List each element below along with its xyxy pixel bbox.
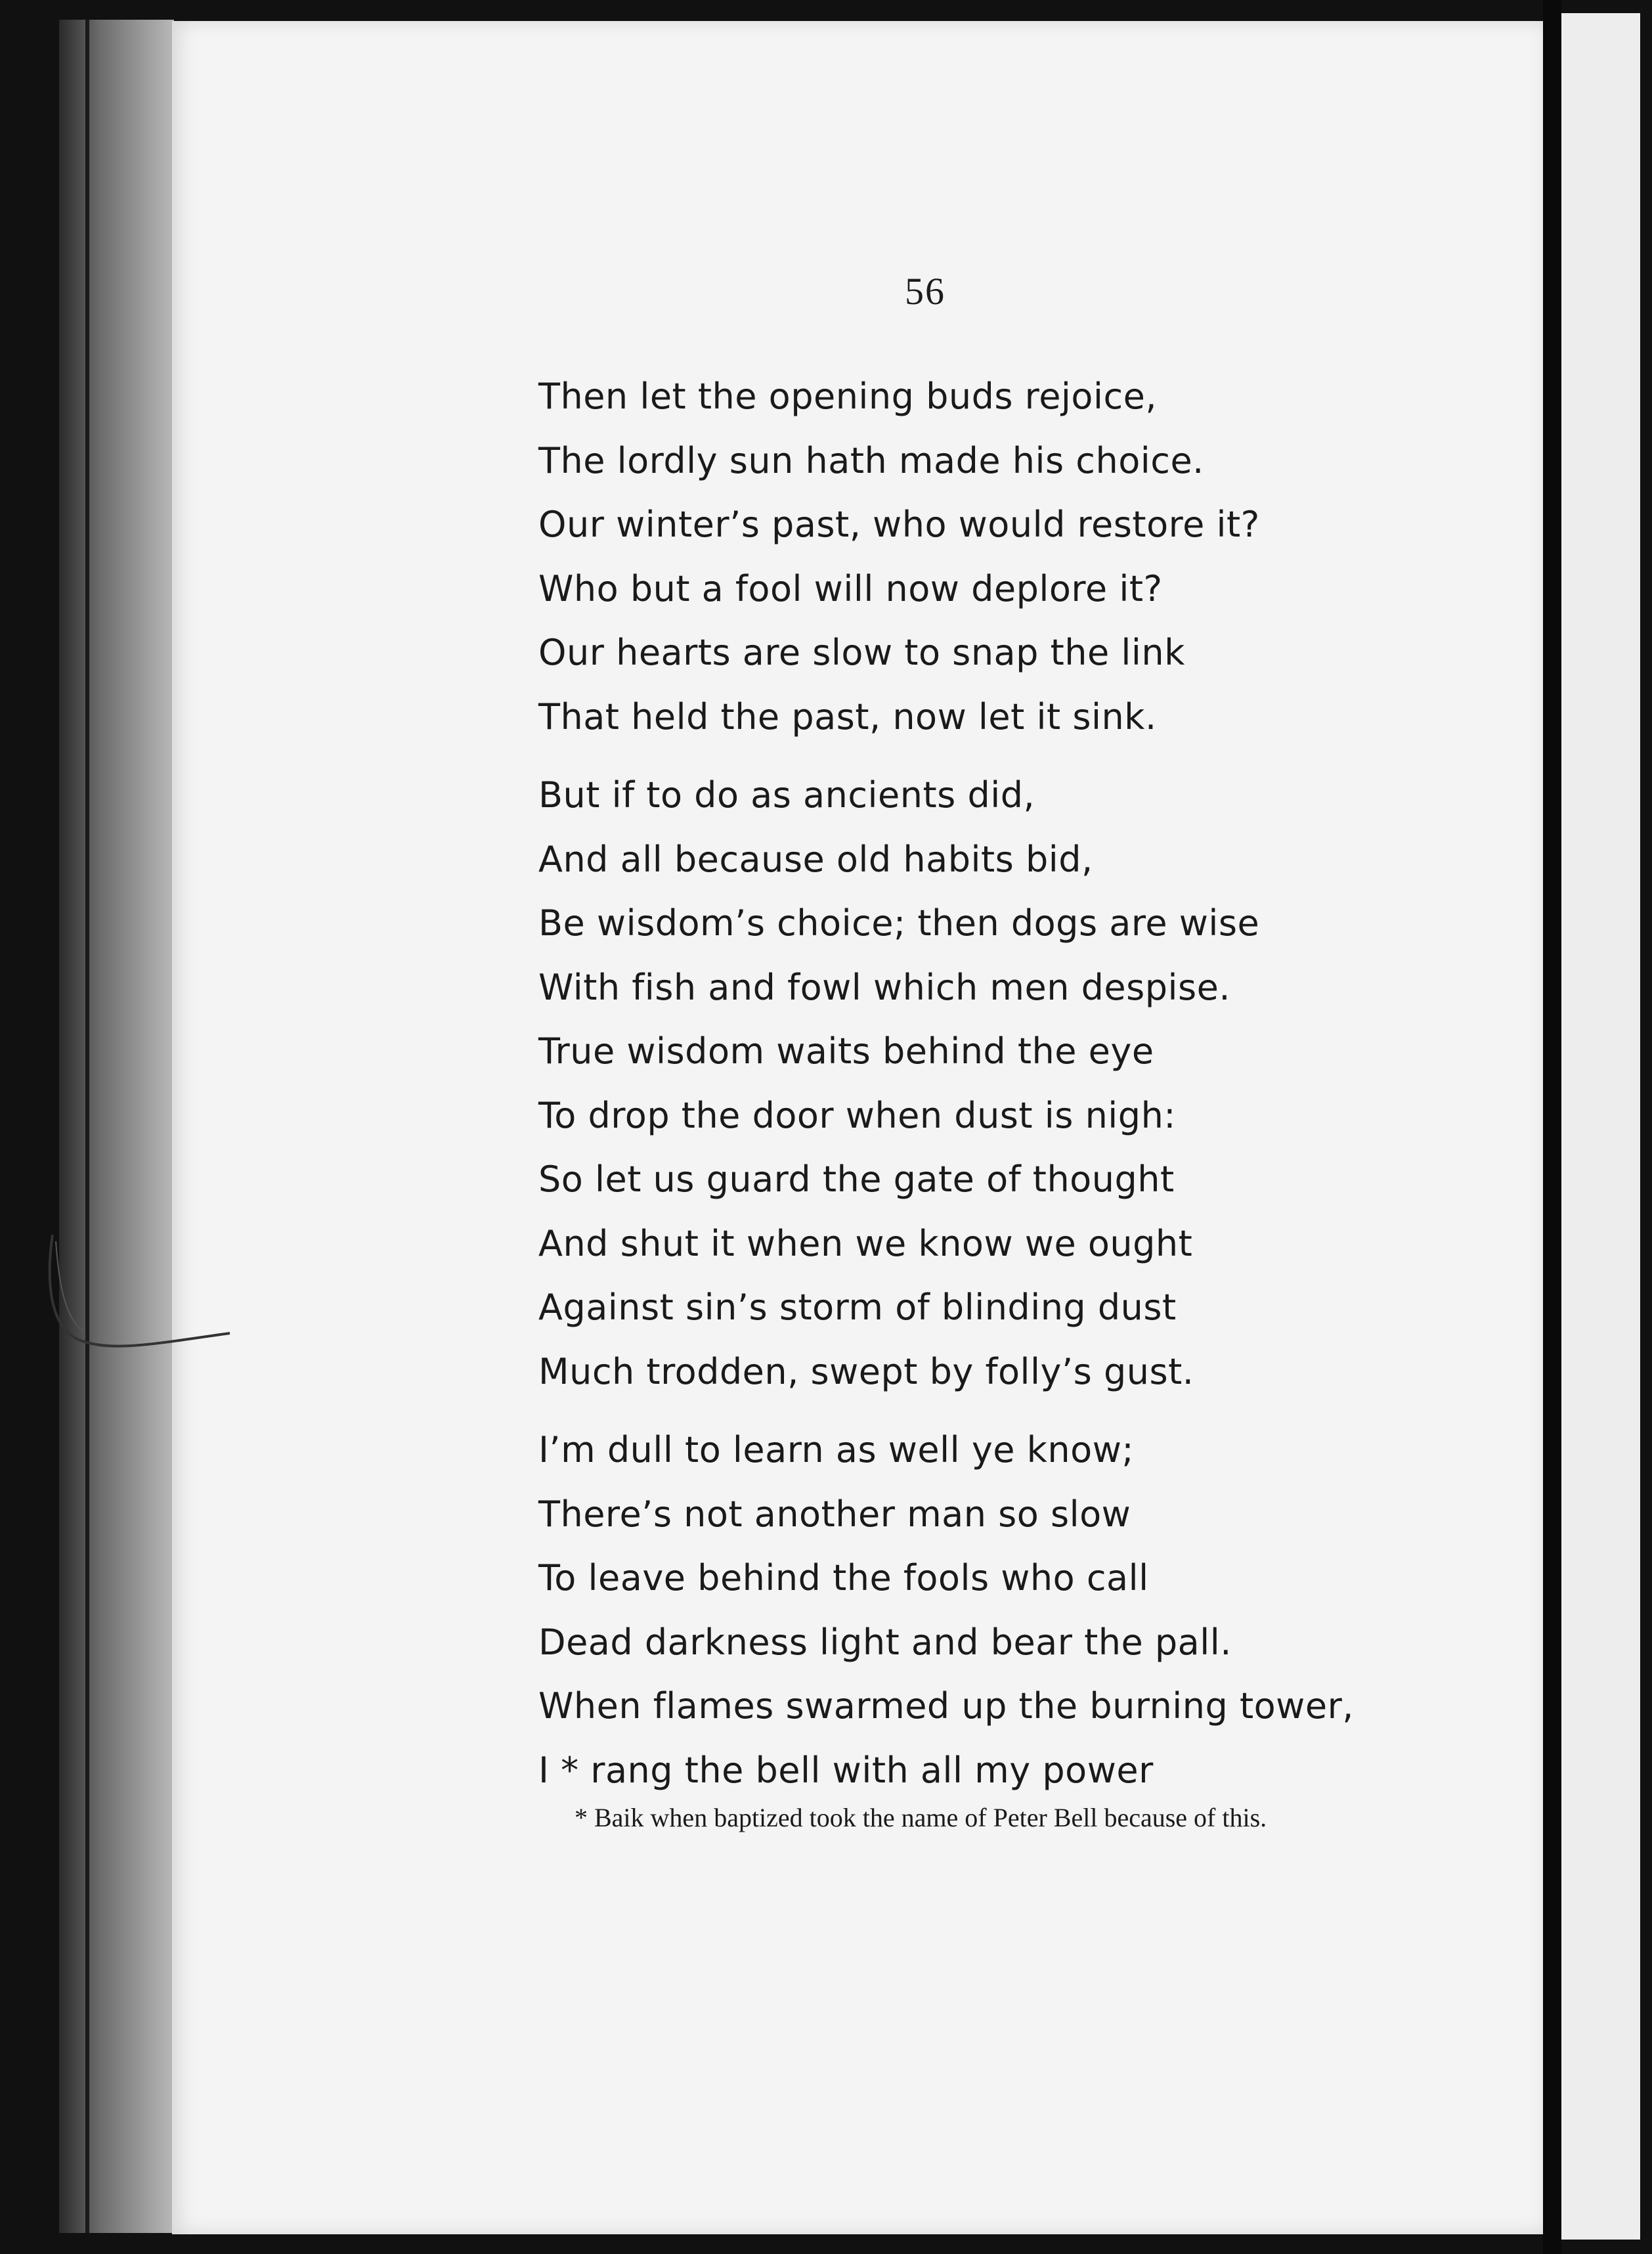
poem-line: Who but a fool will now deplore it? <box>538 567 1163 609</box>
poem-line: I’m dull to learn as well ye know; <box>538 1429 1135 1470</box>
stray-thread-mark <box>39 1228 236 1386</box>
poem-line: That held the past, now let it sink. <box>538 696 1157 738</box>
footnote: * Baik when baptized took the name of Peter Bell because of this. <box>575 1803 1267 1832</box>
poem-line: I * rang the bell with all my power <box>538 1749 1154 1791</box>
stanza-2 <box>538 763 1392 1403</box>
poem-line: Against sin’s storm of blinding dust <box>538 1287 1177 1328</box>
poem-line: And shut it when we know we ought <box>538 1222 1193 1264</box>
poem-line: When flames swarmed up the burning tower, <box>538 1685 1354 1727</box>
poem-line: True wisdom waits behind the eye <box>538 1030 1154 1072</box>
page-gutter <box>1543 0 1561 2254</box>
poem-line: There’s not another man so slow <box>538 1493 1131 1535</box>
poem-body <box>538 365 1392 1817</box>
poem-line: So let us guard the gate of thought <box>538 1159 1175 1200</box>
poem-line: Our hearts are slow to snap the link <box>538 632 1185 673</box>
page-number: 56 <box>905 270 946 313</box>
poem-line: Dead darkness light and bear the pall. <box>538 1621 1232 1663</box>
stanza-1 <box>538 365 1392 749</box>
poem-line: To leave behind the fools who call <box>538 1557 1149 1599</box>
poem-line: Then let the opening buds rejoice, <box>538 376 1158 417</box>
poem-line: With fish and fowl which men despise. <box>538 966 1231 1008</box>
poem-line: Our winter’s past, who would restore it? <box>538 504 1260 545</box>
stanza-3 <box>538 1418 1392 1802</box>
next-page-edge <box>1561 13 1640 2240</box>
poem-line: To drop the door when dust is nigh: <box>538 1094 1176 1136</box>
book-binding-edge <box>59 20 174 2233</box>
poem-line: The lordly sun hath made his choice. <box>538 439 1204 481</box>
poem-line: And all because old habits bid, <box>538 838 1093 880</box>
poem-line: Be wisdom’s choice; then dogs are wise <box>538 902 1260 944</box>
poem-line: But if to do as ancients did, <box>538 774 1035 816</box>
poem-line: Much trodden, swept by folly’s gust. <box>538 1350 1194 1392</box>
